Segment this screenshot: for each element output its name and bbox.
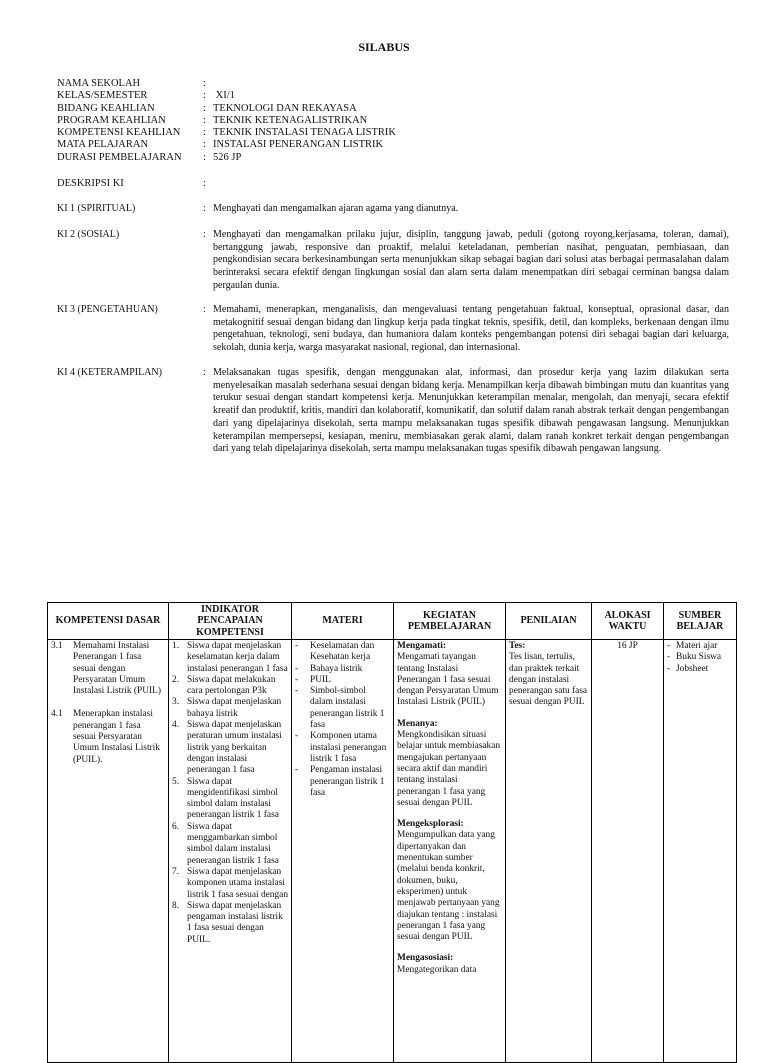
page-title: SILABUS <box>358 40 410 54</box>
kegiatan-text: Mengamati tayangan tentang Instalasi Penerangan 1 fasa sesuai dengan Persyaratan Umum Instalasi Listrik (PUIL) <box>397 652 499 708</box>
info-label: KOMPETENSI KEAHLIAN <box>57 127 181 139</box>
list-item <box>667 664 733 675</box>
ki-colon: : <box>203 229 206 240</box>
ki-colon: : <box>203 304 206 315</box>
info-row <box>57 90 396 102</box>
kd-item <box>51 641 165 697</box>
ki-4-row <box>57 367 729 456</box>
header-penilaian: PENILAIAN <box>506 603 592 640</box>
info-colon: : <box>203 78 206 89</box>
header-kegiatan: KEGIATAN PEMBELAJARAN <box>394 603 506 640</box>
penilaian-heading: Tes: <box>509 641 526 651</box>
ki-colon: : <box>203 203 206 214</box>
dash-marker: - <box>667 663 671 674</box>
dash-marker: - <box>295 765 299 776</box>
silabus-table <box>47 602 737 1063</box>
dash-marker: - <box>295 663 299 674</box>
info-label: KELAS/SEMESTER <box>57 90 148 102</box>
info-value: XI/1 <box>213 90 235 102</box>
info-label: PROGRAM KEAHLIAN <box>57 114 166 126</box>
kegiatan-text: Mengategorikan data <box>397 964 477 975</box>
kegiatan-heading: Mengeksplorasi: <box>397 819 464 830</box>
cell-materi <box>292 640 394 1063</box>
ki-label: KI 2 (SOSIAL) <box>57 229 120 240</box>
item-text: Siswa dapat menjelaskan komponen utama instalasi listrik 1 fasa sesuai dengan <box>187 866 289 900</box>
kegiatan-heading: Mengamati: <box>397 641 446 651</box>
list-item <box>667 652 733 663</box>
list-item <box>172 675 288 698</box>
dash-marker: - <box>295 641 299 651</box>
item-text: Siswa dapat menggambarkan simbol simbol dalam instalasi penerangan listrik 1 fasa <box>187 821 279 866</box>
kd-text: Memahami Instalasi Penerangan 1 fasa sesuai dengan Persyaratan Umum Instalasi Listrik (PUIL) <box>73 641 162 697</box>
table-row <box>48 640 737 1063</box>
info-row <box>57 103 396 115</box>
header-kompetensi-dasar: KOMPETENSI DASAR <box>48 603 169 640</box>
item-text: Keselamatan dan Kesehatan kerja <box>310 641 375 663</box>
kegiatan-text: Mengumpulkan data yang dipertanyakan dan menentukan sumber (melalui benda konkrit, dokumen, buku, eksperimen) untuk menjawab pertanyaan yang diajukan tentang : instalasi penerangan 1 fasa yang sesuai dengan PUIL <box>397 830 500 943</box>
dash-marker: - <box>295 686 299 697</box>
kd-item <box>51 709 165 765</box>
list-item <box>172 697 288 720</box>
item-number: 4. <box>172 720 180 731</box>
item-number: 1. <box>172 641 180 651</box>
dash-marker: - <box>667 652 671 663</box>
info-label: MATA PELAJARAN <box>57 139 149 151</box>
table-header-row <box>48 603 737 640</box>
item-number: 6. <box>172 821 180 832</box>
item-text: Siswa dapat melakukan cara pertolongan P3k <box>187 674 276 697</box>
info-value: 526 JP <box>213 151 242 163</box>
header-materi: MATERI <box>292 603 394 640</box>
item-text: Siswa dapat menjelaskan bahaya listrik <box>187 697 282 719</box>
list-item <box>295 731 390 765</box>
list-item <box>172 641 288 675</box>
ki-colon: : <box>203 367 206 378</box>
ki-text: Melaksanakan tugas spesifik, dengan menggunakan alat, informasi, dan prosedur kerja yang lazim dilakukan serta menyelesaikan masalah sederhana sesuai dengan bidang kerja. Menampilkan kerja dibawah bimbingan mutu dan kuantitas yang terukur sesuai dengan standart kompetensi kerja. Menunjukkan keterampilan menalar, mengolah, dan menyaji, secara efektif kreatif dan produktif, kritis, mandiri dan kolaboratif, komunikatif, dan solutif dalam ranah abstrak terkait dengan pengembangan dari yang dipelajarinya disekolah, serta mampu melaksanakan tugas spesifik dibawah pengawasan langsung. Menunjukkan keterampilan mempersepsi, kesiapan, meniru, membiasakan gerak alami, dalam ranah konkret terkait dengan pengembangan dari yang telah dipelajarinya disekolah, serta mampu melaksanakan tugas spesifik dibawah pengawan langsung. <box>213 367 729 455</box>
info-colon: : <box>203 127 206 139</box>
kegiatan-text: Mengkondisikan situasi belajar untuk membiasakan mengajukan pertanyaan secara aktif dan mandiri tentang instalasi penerangan 1 fasa yang sesuai dengan PUIL <box>397 730 501 808</box>
list-item <box>172 867 288 901</box>
list-item <box>172 822 288 867</box>
identity-block <box>57 78 396 164</box>
cell-alokasi: 16 JP <box>592 640 664 1063</box>
info-colon: : <box>203 102 206 114</box>
item-text: Siswa dapat mengidentifikasi simbol simbol dalam instalasi penerangan listrik 1 fasa <box>187 776 279 821</box>
cell-sumber <box>664 640 737 1063</box>
cell-indikator <box>169 640 292 1063</box>
item-number: 3. <box>172 697 180 708</box>
list-item <box>295 765 390 799</box>
list-item <box>295 675 390 686</box>
cell-kegiatan <box>394 640 506 1063</box>
dash-marker: - <box>295 674 299 685</box>
list-item <box>295 686 390 731</box>
item-number: 7. <box>172 866 180 877</box>
list-item <box>295 664 390 675</box>
info-row <box>57 78 396 90</box>
ki-label: KI 1 (SPIRITUAL) <box>57 203 136 214</box>
deskripsi-label: DESKRIPSI KI <box>57 178 124 189</box>
cell-kompetensi-dasar <box>48 640 169 1063</box>
kd-text: Menerapkan instalasi penerangan 1 fasa sesuai Persyaratan Umum Instalasi Listrik (PUIL). <box>73 709 160 765</box>
header-sumber: SUMBER BELAJAR <box>664 603 737 640</box>
info-colon: : <box>203 139 206 151</box>
dash-marker: - <box>667 641 671 651</box>
item-text: Siswa dapat menjelaskan peraturan umum instalasi listrik yang berkaitan dengan instalasi penerangan 1 fasa <box>187 720 282 776</box>
ki-3-row <box>57 304 729 355</box>
list-item <box>667 641 733 652</box>
cell-penilaian <box>506 640 592 1063</box>
info-label: DURASI PEMBELAJARAN <box>57 151 182 163</box>
ki-text: Menghayati dan mengamalkan prilaku jujur, disiplin, tanggung jawab, peduli (gotong royong,kerjasama, toleran, damai), bertanggung jawab, responsive dan proaktif, melalui keteladanan, pemberian nasihat, penguatan, pembiasaan, dan pengkondisian secara berkesinambungan serta menunjukkan sikap sebagai bagian dari solusi atas berbagai permasalahan dalam berinteraksi secara efektif dengan lingkungan sosial dan alam serta dalam menempatkan diri sebagai cerminan bangsa dalam pergaulan dunia. <box>213 229 729 291</box>
header-indikator: INDIKATOR PENCAPAIAN KOMPETENSI <box>169 603 292 640</box>
info-colon: : <box>203 151 206 163</box>
info-colon: : <box>203 90 206 102</box>
ki-text: Memahami, menerapkan, menganalisis, dan mengevaluasi tentang pengetahuan faktual, konseptual, oprasional dasar, dan metakognitif sesuai dengan bidang dan lingkup kerja pada tingkat teknis, spesifik, detil, dan kompleks, berkenaan dengan ilmu pengetahuan, teknologi, seni budaya, dan humaniora dalam konteks pengembangan potensi diri sebagai bagian dari keluarga, sekolah, dunia kerja, warga masyarakat nasional, regional, dan internasional. <box>213 304 729 354</box>
item-number: 5. <box>172 776 180 787</box>
item-text: Materi ajar <box>676 641 718 651</box>
info-label: BIDANG KEAHLIAN <box>57 102 155 114</box>
item-text: Jobsheet <box>676 663 709 674</box>
info-row <box>57 127 396 139</box>
list-item <box>172 901 288 946</box>
info-row <box>57 152 396 164</box>
info-value: TEKNOLOGI DAN REKAYASA <box>213 102 357 114</box>
item-text: Pengaman instalasi penerangan listrik 1 fasa <box>310 765 385 798</box>
info-row <box>57 139 396 151</box>
list-item <box>172 720 288 776</box>
deskripsi-colon: : <box>203 178 206 189</box>
kegiatan-heading: Menanya: <box>397 718 438 729</box>
info-value: INSTALASI PENERANGAN LISTRIK <box>213 139 384 151</box>
kegiatan-heading: Mengasosiasi: <box>397 953 454 964</box>
info-value: TEKNIK INSTALASI TENAGA LISTRIK <box>213 127 396 139</box>
penilaian-text: Tes lisan, tertulis, dan praktek terkait dengan instalasi penerangan satu fasa sesuai dengan PUIL <box>509 652 588 708</box>
list-item <box>295 641 390 664</box>
item-text: Komponen utama instalasi penerangan listrik 1 fasa <box>310 731 387 764</box>
kd-number: 3.1 <box>51 641 63 651</box>
info-label: NAMA SEKOLAH <box>57 78 141 89</box>
ki-1-row <box>57 203 729 216</box>
ki-2-row <box>57 229 729 293</box>
item-text: Bahaya listrik <box>310 663 363 674</box>
info-value: TEKNIK KETENAGALISTRIKAN <box>213 114 368 126</box>
item-text: Siswa dapat menjelaskan pengaman instalasi listrik 1 fasa sesuai dengan PUIL. <box>187 900 283 945</box>
kd-number: 4.1 <box>51 709 63 720</box>
ki-text: Menghayati dan mengamalkan ajaran agama yang dianutnya. <box>213 203 459 214</box>
item-text: PUIL <box>310 674 331 685</box>
item-text: Buku Siswa <box>676 652 722 663</box>
dash-marker: - <box>295 731 299 742</box>
item-number: 8. <box>172 900 180 911</box>
info-colon: : <box>203 114 206 126</box>
info-row <box>57 115 396 127</box>
header-alokasi: ALOKASI WAKTU <box>592 603 664 640</box>
ki-label: KI 3 (PENGETAHUAN) <box>57 304 158 315</box>
item-text: Siswa dapat menjelaskan keselamatan kerja dalam instalasi penerangan 1 fasa <box>187 641 288 674</box>
list-item <box>172 777 288 822</box>
ki-label: KI 4 (KETERAMPILAN) <box>57 367 162 378</box>
item-number: 2. <box>172 674 180 685</box>
item-text: Simbol-simbol dalam instalasi penerangan listrik 1 fasa <box>310 686 385 731</box>
deskripsi-row <box>57 178 213 190</box>
